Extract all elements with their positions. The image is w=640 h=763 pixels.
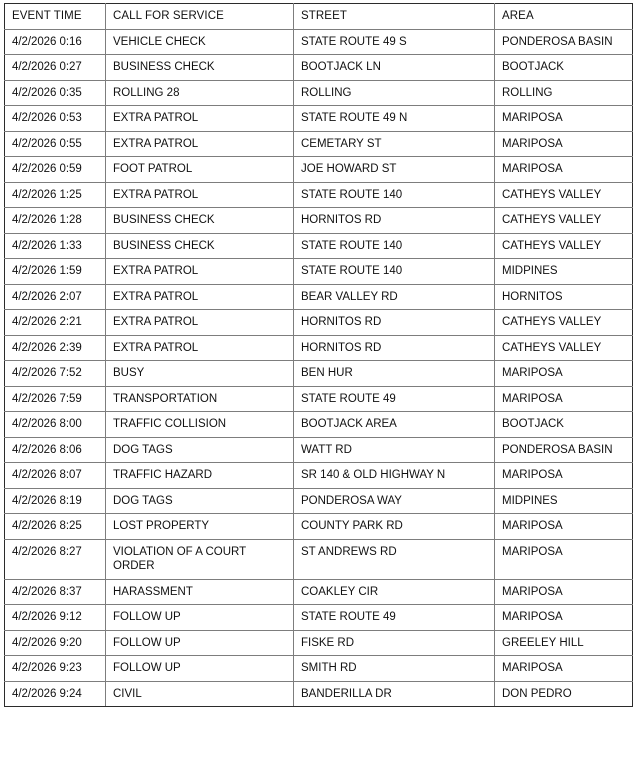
cell-street: STATE ROUTE 140: [294, 233, 495, 259]
cell-time: 4/2/2026 0:35: [5, 80, 106, 106]
cell-street: STATE ROUTE 140: [294, 259, 495, 285]
cell-time: 4/2/2026 2:39: [5, 335, 106, 361]
cell-area: PONDEROSA BASIN: [495, 29, 633, 55]
cell-area: PONDEROSA BASIN: [495, 437, 633, 463]
table-row: [5, 259, 633, 285]
cell-area: ROLLING: [495, 80, 633, 106]
column-header-street: STREET: [294, 4, 495, 30]
cell-time: 4/2/2026 7:59: [5, 386, 106, 412]
cell-time: 4/2/2026 8:27: [5, 539, 106, 579]
cell-street: HORNITOS RD: [294, 335, 495, 361]
table-row: [5, 335, 633, 361]
cell-area: MARIPOSA: [495, 157, 633, 183]
table-row: [5, 208, 633, 234]
cell-call: FOLLOW UP: [106, 605, 294, 631]
cell-time: 4/2/2026 9:20: [5, 630, 106, 656]
cell-street: COAKLEY CIR: [294, 579, 495, 605]
cell-time: 4/2/2026 7:52: [5, 361, 106, 387]
table-header-row: [5, 4, 633, 30]
cell-area: MARIPOSA: [495, 579, 633, 605]
cell-street: WATT RD: [294, 437, 495, 463]
cell-area: BOOTJACK: [495, 412, 633, 438]
cell-area: CATHEYS VALLEY: [495, 335, 633, 361]
cell-time: 4/2/2026 8:07: [5, 463, 106, 489]
cell-area: CATHEYS VALLEY: [495, 310, 633, 336]
cell-street: STATE ROUTE 49: [294, 386, 495, 412]
cell-area: MARIPOSA: [495, 463, 633, 489]
cell-call: BUSINESS CHECK: [106, 208, 294, 234]
cell-area: MARIPOSA: [495, 106, 633, 132]
table-row: [5, 80, 633, 106]
cell-street: BEAR VALLEY RD: [294, 284, 495, 310]
cell-time: 4/2/2026 2:21: [5, 310, 106, 336]
cell-call: EXTRA PATROL: [106, 259, 294, 285]
cell-time: 4/2/2026 0:27: [5, 55, 106, 81]
cell-call: BUSINESS CHECK: [106, 233, 294, 259]
cell-time: 4/2/2026 9:12: [5, 605, 106, 631]
cell-area: HORNITOS: [495, 284, 633, 310]
cell-area: MARIPOSA: [495, 539, 633, 579]
cell-call: VIOLATION OF A COURT ORDER: [106, 539, 294, 579]
cell-area: BOOTJACK: [495, 55, 633, 81]
table-header: [5, 4, 633, 30]
table-row: [5, 361, 633, 387]
cell-time: 4/2/2026 0:59: [5, 157, 106, 183]
cell-area: MARIPOSA: [495, 605, 633, 631]
cell-call: FOLLOW UP: [106, 630, 294, 656]
table-row: [5, 131, 633, 157]
cell-street: HORNITOS RD: [294, 310, 495, 336]
cell-area: CATHEYS VALLEY: [495, 182, 633, 208]
table-row: [5, 29, 633, 55]
column-header-call-for-service: CALL FOR SERVICE: [106, 4, 294, 30]
cell-street: BEN HUR: [294, 361, 495, 387]
table-row: [5, 412, 633, 438]
cell-area: MARIPOSA: [495, 361, 633, 387]
cell-call: TRANSPORTATION: [106, 386, 294, 412]
cell-call: FOLLOW UP: [106, 656, 294, 682]
cell-area: DON PEDRO: [495, 681, 633, 707]
table-row: [5, 630, 633, 656]
cell-call: EXTRA PATROL: [106, 310, 294, 336]
cell-call: EXTRA PATROL: [106, 106, 294, 132]
table-row: [5, 463, 633, 489]
cell-area: MARIPOSA: [495, 131, 633, 157]
cell-call: TRAFFIC COLLISION: [106, 412, 294, 438]
cell-time: 4/2/2026 2:07: [5, 284, 106, 310]
cell-street: HORNITOS RD: [294, 208, 495, 234]
cell-area: MIDPINES: [495, 488, 633, 514]
cell-call: VEHICLE CHECK: [106, 29, 294, 55]
cell-time: 4/2/2026 8:19: [5, 488, 106, 514]
cell-call: FOOT PATROL: [106, 157, 294, 183]
cell-time: 4/2/2026 9:24: [5, 681, 106, 707]
cell-street: SR 140 & OLD HIGHWAY N: [294, 463, 495, 489]
table-row: [5, 539, 633, 579]
cell-time: 4/2/2026 9:23: [5, 656, 106, 682]
cell-time: 4/2/2026 1:28: [5, 208, 106, 234]
table-row: [5, 182, 633, 208]
cell-time: 4/2/2026 0:53: [5, 106, 106, 132]
cell-call: EXTRA PATROL: [106, 284, 294, 310]
cell-street: JOE HOWARD ST: [294, 157, 495, 183]
cell-time: 4/2/2026 0:16: [5, 29, 106, 55]
column-header-event-time: EVENT TIME: [5, 4, 106, 30]
cell-call: BUSINESS CHECK: [106, 55, 294, 81]
cell-street: BANDERILLA DR: [294, 681, 495, 707]
cell-call: DOG TAGS: [106, 488, 294, 514]
cell-time: 4/2/2026 8:37: [5, 579, 106, 605]
cell-street: SMITH RD: [294, 656, 495, 682]
call-for-service-table: [4, 3, 633, 707]
table-row: [5, 55, 633, 81]
cell-time: 4/2/2026 1:33: [5, 233, 106, 259]
cell-call: HARASSMENT: [106, 579, 294, 605]
table-row: [5, 310, 633, 336]
column-header-area: AREA: [495, 4, 633, 30]
table-row: [5, 579, 633, 605]
cell-street: BOOTJACK AREA: [294, 412, 495, 438]
table-row: [5, 284, 633, 310]
cell-time: 4/2/2026 0:55: [5, 131, 106, 157]
table-row: [5, 605, 633, 631]
cell-area: CATHEYS VALLEY: [495, 233, 633, 259]
cell-call: LOST PROPERTY: [106, 514, 294, 540]
cell-call: BUSY: [106, 361, 294, 387]
cell-street: ST ANDREWS RD: [294, 539, 495, 579]
cell-area: MARIPOSA: [495, 386, 633, 412]
table-body: [5, 29, 633, 707]
cell-street: PONDEROSA WAY: [294, 488, 495, 514]
cell-call: TRAFFIC HAZARD: [106, 463, 294, 489]
cell-call: DOG TAGS: [106, 437, 294, 463]
table-row: [5, 488, 633, 514]
cell-call: CIVIL: [106, 681, 294, 707]
cell-street: ROLLING: [294, 80, 495, 106]
cell-street: STATE ROUTE 49 S: [294, 29, 495, 55]
table-row: [5, 233, 633, 259]
cell-area: MARIPOSA: [495, 656, 633, 682]
cell-street: FISKE RD: [294, 630, 495, 656]
cell-street: COUNTY PARK RD: [294, 514, 495, 540]
cell-call: EXTRA PATROL: [106, 131, 294, 157]
table-row: [5, 681, 633, 707]
table-row: [5, 514, 633, 540]
cell-time: 4/2/2026 8:00: [5, 412, 106, 438]
cell-call: ROLLING 28: [106, 80, 294, 106]
cell-call: EXTRA PATROL: [106, 335, 294, 361]
cell-area: GREELEY HILL: [495, 630, 633, 656]
cell-area: MIDPINES: [495, 259, 633, 285]
cell-street: CEMETARY ST: [294, 131, 495, 157]
cell-time: 4/2/2026 1:59: [5, 259, 106, 285]
cell-street: STATE ROUTE 49: [294, 605, 495, 631]
cell-time: 4/2/2026 8:25: [5, 514, 106, 540]
table-row: [5, 386, 633, 412]
cell-street: STATE ROUTE 49 N: [294, 106, 495, 132]
cell-street: STATE ROUTE 140: [294, 182, 495, 208]
cell-street: BOOTJACK LN: [294, 55, 495, 81]
cell-area: CATHEYS VALLEY: [495, 208, 633, 234]
table-row: [5, 106, 633, 132]
cell-time: 4/2/2026 1:25: [5, 182, 106, 208]
cell-time: 4/2/2026 8:06: [5, 437, 106, 463]
table-row: [5, 656, 633, 682]
table-row: [5, 437, 633, 463]
cell-call: EXTRA PATROL: [106, 182, 294, 208]
cell-area: MARIPOSA: [495, 514, 633, 540]
table-row: [5, 157, 633, 183]
